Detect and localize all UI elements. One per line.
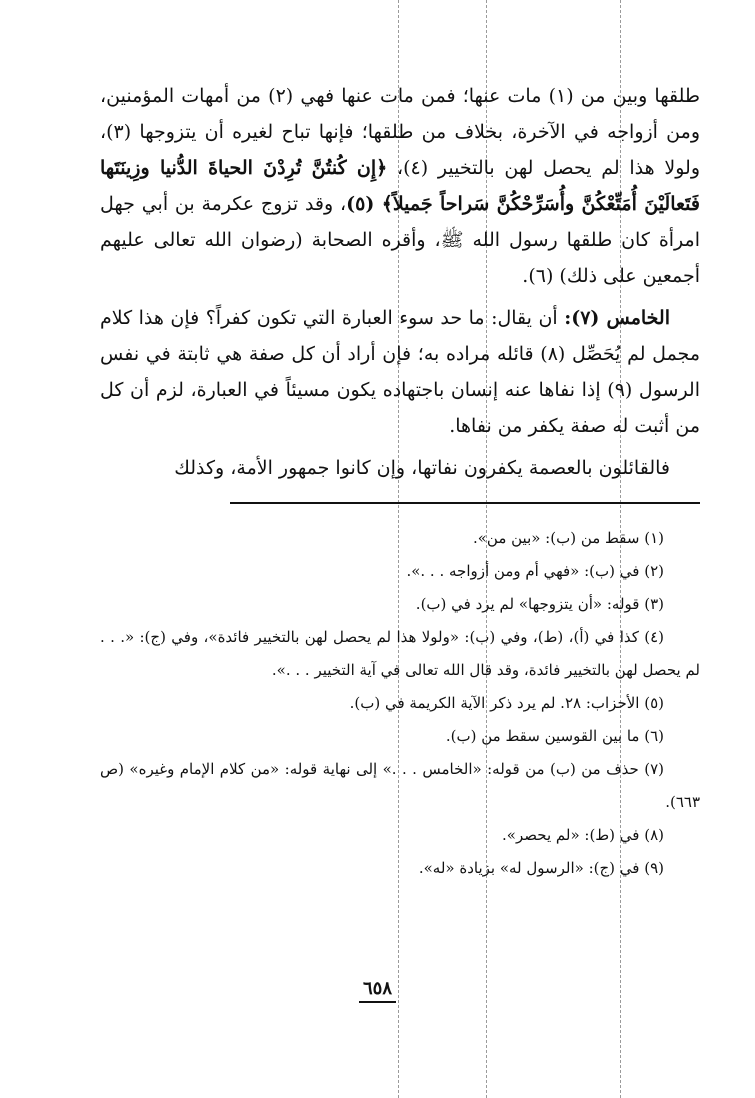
paragraph-1-text: طلقها وبين من (١) مات عنها؛ فمن مات عنها فهي (٢) من أمهات المؤمنين، ومن أزواجه في الآخرة، بخلاف من طلقها؛ فإنها تباح لغيره أن يتزوجها (٣)، ولولا هذا لم يحصل لهن بالتخيير (٤)، — [100, 85, 701, 179]
footnote: (٩) في (ج): «الرسول له» بزيادة «له». — [418, 859, 664, 877]
page-number — [0, 978, 755, 1003]
paragraph-1-tail: ، وقد تزوج عكرمة بن أبي جهل امرأة كان طلقها رسول الله ﷺ، وأقره الصحابة (رضوان الله تعالى عليهم أجمعين على ذلك) (٦). — [100, 193, 700, 287]
paragraph-3: فالقائلون بالعصمة يكفرون نفاتها، وإن كانوا جمهور الأمة، وكذلك — [174, 457, 670, 479]
footnote: (١) سقط من (ب): «بين من». — [472, 529, 664, 547]
footnote: (٧) حذف من (ب) من قوله: «الخامس . . .» إلى نهاية قوله: «من كلام الإمام وغيره» (ص ٦٦٣). — [100, 760, 700, 811]
footnote-separator — [230, 502, 700, 504]
page-number-text: ٦٥٨ — [359, 978, 396, 1003]
footnote: (٨) في (ط): «لم يحصر». — [502, 826, 664, 844]
footnote: (٤) كذا في (أ)، (ط)، وفي (ب): «ولولا هذا لم يحصل لهن بالتخيير فائدة»، وفي (ج): «. . . لم يحصل لهن بالتخيير فائدة، وقد قال الله تعالى في آية التخيير . . .». — [100, 628, 700, 679]
footnote: (٦) ما بين القوسين سقط من (ب). — [445, 727, 664, 745]
quran-verse: ﴿إِن كُنتُنَّ تُرِدْنَ الحياةَ الدُّنيا وزِينَتَها فَتَعالَيْنَ أُمَتِّعْكُنَّ وأُسَرِّحْكُنَّ سَراحاً جَميلاً﴾ (٥) — [100, 157, 700, 215]
footnotes — [100, 522, 700, 885]
paragraph-2 — [100, 300, 700, 444]
footnote: (٥) الأحزاب: ٢٨. لم يرد ذكر الآية الكريمة في (ب). — [349, 694, 664, 712]
paragraph-1 — [100, 78, 700, 294]
main-text — [100, 78, 700, 486]
footnote: (٣) قوله: «أن يتزوجها» لم يرد في (ب). — [415, 595, 664, 613]
footnote: (٢) في (ب): «فهي أم ومن أزواجه . . .». — [406, 562, 664, 580]
page-content — [100, 78, 700, 885]
paragraph-2-text: أن يقال: ما حد سوء العبارة التي تكون كفراً؟ فإن هذا كلام مجمل لم يُحَصِّل (٨) قائله مراده به؛ فإن أراد أن كل صفة هي ثابتة في نفس الرسول (٩) إذا نفاها عنه إنسان باجتهاده يكون مسيئاً في العبارة، لزم أن كل من أثبت له صفة يكفر من نفاها. — [100, 307, 701, 437]
section-heading-fifth: الخامس (٧): — [564, 307, 670, 329]
